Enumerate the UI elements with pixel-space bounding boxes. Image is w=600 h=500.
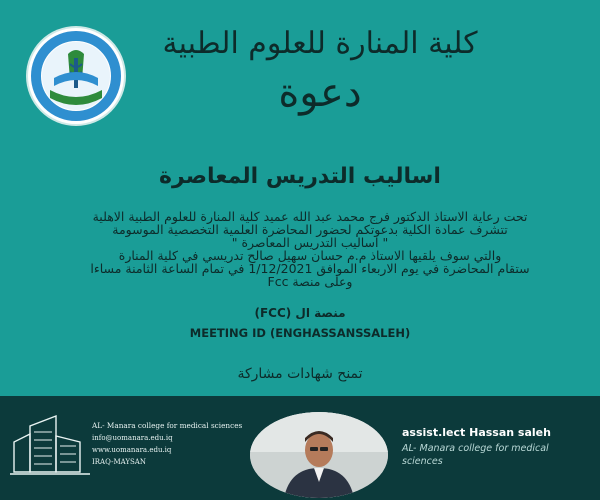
certificate-note: تمنح شهادات مشاركة [237,366,363,382]
invitation-body [40,210,580,288]
lecture-title: اساليب التدريس المعاصرة [159,164,441,189]
college-building-icon [10,412,90,476]
platform-label: منصة ال (FCC) [254,306,346,320]
lecturer-photo [250,412,388,498]
lecturer-name: assist.lect Hassan saleh [402,426,551,439]
invitation-heading: دعوة [278,70,362,116]
contact-college: AL- Manara college for medical sciences [92,421,243,430]
contact-info [92,420,242,468]
contact-location: IRAQ-MAYSAN [92,458,146,466]
body-line: تحت رعاية الاستاذ الدكتور فرج محمد عبد الله عميد كلية المنارة للعلوم الطبية الاهلية [92,209,528,224]
body-line: ستقام المحاضرة في يوم الاربعاء الموافق 1/12/2021 في تمام الساعة الثامنة مساءا [90,261,530,276]
contact-email[interactable]: info@uomanara.edu.iq [92,434,173,442]
body-line: وعلى منصة Fcc [267,274,353,289]
lecturer-affiliation: AL- Manara college for medical sciences [402,443,549,467]
lecturer-portrait-icon [250,412,388,498]
body-line: " اساليب التدريس المعاصرة " [231,235,389,250]
contact-website[interactable]: www.uomanara.edu.iq [92,446,172,454]
college-name-heading: كلية المنارة للعلوم الطبية [162,26,478,61]
body-line: تتشرف عمادة الكلية بدعوتكم لحضور المحاضرة العلمية التخصصية الموسومة [112,222,508,237]
college-seal-icon [28,28,124,124]
body-line: والتي سوف يلقيها الاستاذ م.م حسان سهيل صالح تدريسي في كلية المنارة [118,248,502,263]
college-logo [28,28,124,124]
meeting-id: MEETING ID (ENGHASSANSSALEH) [189,326,411,340]
